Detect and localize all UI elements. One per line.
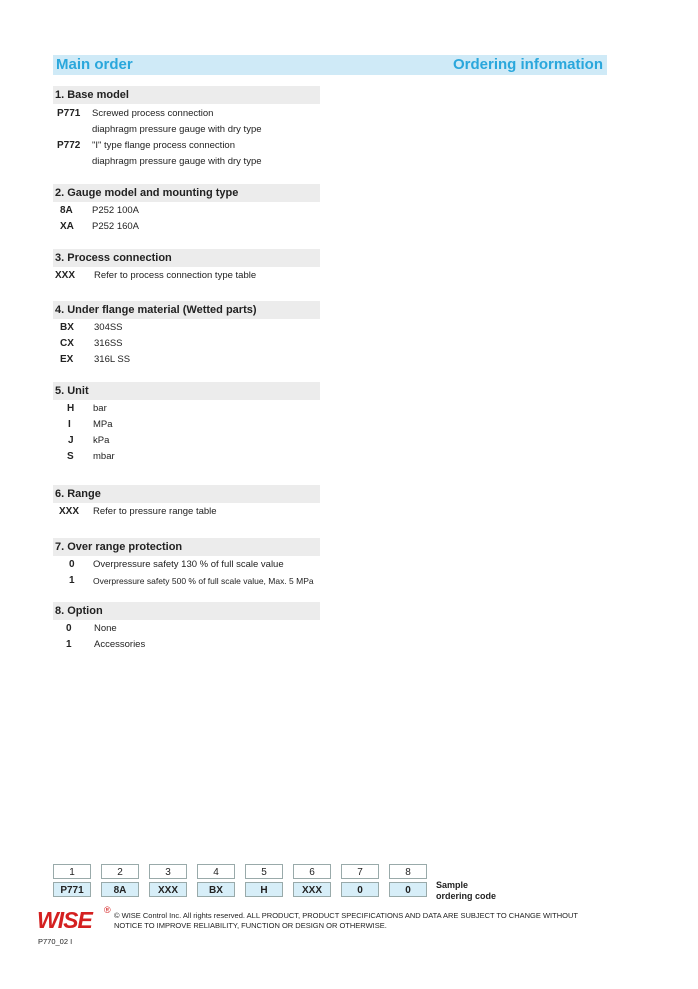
header-bar: [53, 55, 607, 75]
disclaimer-line: © WISE Control Inc. All rights reserved. ALL PRODUCT, PRODUCT SPECIFICATIONS AND DATA ARE SUBJECT TO CHANGE WITHOUT: [114, 911, 578, 920]
page-code: P770_02 I: [38, 937, 73, 946]
list-item: [53, 557, 320, 573]
list-item: [53, 504, 320, 520]
section-unit: [53, 382, 320, 465]
list-item: [53, 219, 320, 235]
option-desc: P252 100A: [92, 205, 140, 216]
list-item: [53, 122, 320, 138]
code-value-cell: BX: [197, 882, 235, 897]
option-code: 1: [66, 639, 72, 650]
option-desc: 316SS: [94, 338, 123, 349]
section-title: 6. Range: [53, 485, 320, 503]
section-over-range: [53, 538, 320, 589]
option-desc: diaphragm pressure gauge with dry type: [92, 156, 262, 167]
code-index-cell: 2: [101, 864, 139, 879]
list-item: [53, 138, 320, 154]
page-title: Main order: [56, 56, 133, 73]
list-item: [53, 637, 320, 653]
option-desc: MPa: [93, 419, 113, 430]
section-title: 5. Unit: [53, 382, 320, 400]
code-value-cell: XXX: [293, 882, 331, 897]
list-item: [53, 154, 320, 170]
code-value-cell: 0: [389, 882, 427, 897]
option-code: H: [67, 403, 75, 414]
section-base-model: [53, 86, 320, 170]
section-gauge-model: [53, 184, 320, 235]
sample-label-line: Sample: [436, 880, 469, 890]
section-title: 7. Over range protection: [53, 538, 320, 556]
code-index-cell: 3: [149, 864, 187, 879]
code-value-cell: 8A: [101, 882, 139, 897]
list-item: [53, 268, 320, 284]
option-code: XXX: [55, 270, 76, 281]
sample-label-line: ordering code: [436, 891, 497, 901]
option-desc: 316L SS: [94, 354, 131, 365]
list-item: [53, 352, 320, 368]
list-item: [53, 417, 320, 433]
option-desc: P252 160A: [92, 221, 140, 232]
option-code: P772: [57, 140, 81, 151]
option-code: 0: [69, 559, 75, 570]
option-desc: 304SS: [94, 322, 123, 333]
option-code: EX: [60, 354, 74, 365]
list-item: [53, 449, 320, 465]
option-desc: diaphragm pressure gauge with dry type: [92, 124, 262, 135]
section-option: [53, 602, 320, 653]
section-range: [53, 485, 320, 520]
code-value-cell: 0: [341, 882, 379, 897]
option-code: XA: [60, 221, 74, 232]
code-index-cell: 6: [293, 864, 331, 879]
code-value-cell: XXX: [149, 882, 187, 897]
section-flange-material: [53, 301, 320, 368]
code-index-cell: 1: [53, 864, 91, 879]
registered-mark: ®: [104, 905, 111, 915]
option-desc: Overpressure safety 130 % of full scale value: [93, 559, 284, 570]
page-category: Ordering information: [453, 56, 603, 73]
code-value-cell: P771: [53, 882, 91, 897]
list-item: [53, 401, 320, 417]
option-code: 1: [69, 575, 75, 586]
code-index-cell: 5: [245, 864, 283, 879]
section-title: 3. Process connection: [53, 249, 320, 267]
list-item: [53, 621, 320, 637]
option-desc: Refer to process connection type table: [94, 270, 257, 281]
sample-ordering-label: [436, 880, 496, 902]
section-title: 1. Base model: [53, 86, 320, 104]
option-desc: mbar: [93, 451, 115, 462]
option-code: 0: [66, 623, 72, 634]
list-item: [53, 320, 320, 336]
code-index-cell: 7: [341, 864, 379, 879]
list-item: [53, 203, 320, 219]
wise-logo: WISE: [37, 907, 92, 933]
option-code: I: [68, 419, 71, 430]
code-index-cell: 4: [197, 864, 235, 879]
option-desc: Refer to pressure range table: [93, 506, 217, 517]
section-title: 4. Under flange material (Wetted parts): [53, 301, 320, 319]
disclaimer-line: NOTICE TO IMPROVE RELIABILITY, FUNCTION OR DESIGN OR OTHERWISE.: [114, 921, 387, 930]
option-desc: None: [94, 623, 117, 634]
option-desc: "I" type flange process connection: [92, 140, 235, 151]
list-item: [53, 336, 320, 352]
code-index-cell: 8: [389, 864, 427, 879]
option-code: XXX: [59, 506, 80, 517]
list-item: [53, 106, 320, 122]
list-item: [53, 433, 320, 449]
list-item: [53, 573, 320, 589]
option-desc: Overpressure safety 500 % of full scale value, Max. 5 MPa: [93, 576, 314, 586]
copyright-disclaimer: [114, 911, 594, 931]
section-process-connection: [53, 249, 320, 284]
section-title: 2. Gauge model and mounting type: [53, 184, 320, 202]
option-code: BX: [60, 322, 74, 333]
option-code: S: [67, 451, 74, 462]
option-desc: Screwed process connection: [92, 108, 214, 119]
option-code: 8A: [60, 205, 73, 216]
section-title: 8. Option: [53, 602, 320, 620]
option-desc: Accessories: [94, 639, 146, 650]
code-value-cell: H: [245, 882, 283, 897]
option-code: P771: [57, 108, 81, 119]
option-desc: bar: [93, 403, 107, 414]
option-code: J: [68, 435, 74, 446]
option-code: CX: [60, 338, 74, 349]
option-desc: kPa: [93, 435, 110, 446]
